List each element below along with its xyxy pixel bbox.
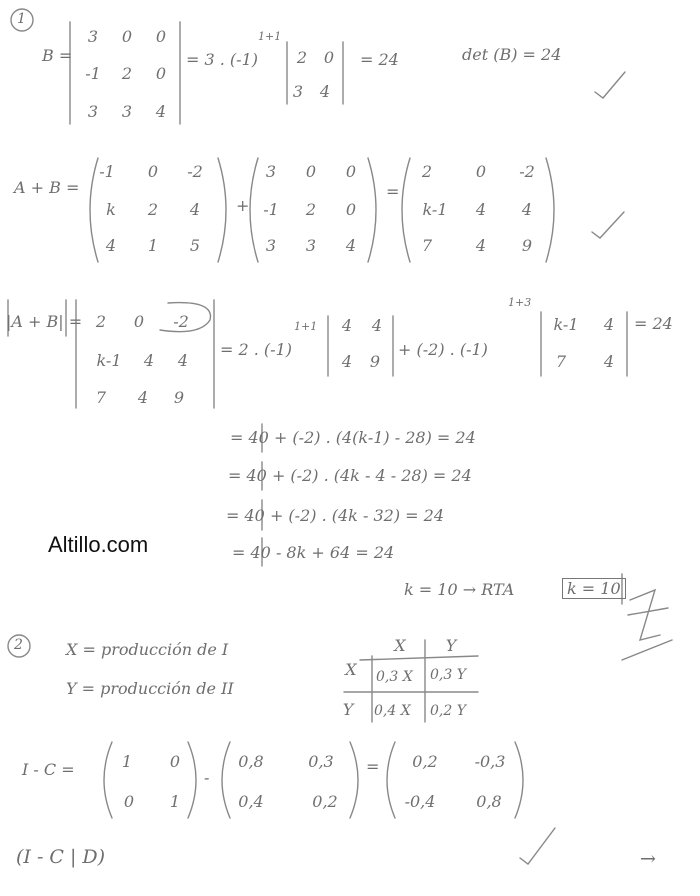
- matrix-cell: -2: [519, 162, 535, 181]
- table-header: X: [394, 636, 406, 655]
- ic-label: I - C =: [22, 760, 75, 779]
- table-row-label: Y: [342, 700, 354, 719]
- augmented-matrix-label: (I - C | D): [16, 846, 106, 868]
- matrix-cell: 3: [87, 27, 99, 46]
- matrix-cell: -0,3: [474, 752, 506, 771]
- step-line: = 40 + (-2) . (4(k-1) - 28) = 24: [230, 428, 476, 447]
- matrix-cell: 0: [323, 48, 335, 67]
- table-cell: 0,4 X: [374, 703, 411, 719]
- matrix-cell: 3: [265, 162, 277, 181]
- exponent-1: 1+1: [294, 320, 318, 333]
- minus-sign: -: [204, 768, 210, 787]
- matrix-cell: 9: [173, 388, 185, 407]
- arrow-icon: →: [640, 848, 656, 870]
- matrix-cell: k-1: [553, 315, 579, 334]
- matrix-cell: 0,4: [238, 792, 264, 811]
- b-exponent: 1+1: [258, 30, 282, 43]
- matrix-cell: 7: [555, 352, 567, 371]
- matrix-cell: 7: [421, 236, 433, 255]
- solution: k = 10 → RTA: [404, 580, 515, 599]
- matrix-cell: k: [106, 200, 116, 219]
- matrix-cell: 0: [345, 162, 357, 181]
- answer-box: k = 10: [562, 578, 626, 599]
- matrix-cell: 2: [421, 162, 433, 181]
- matrix-cell: 4: [371, 316, 383, 335]
- matrix-cell: 3: [292, 82, 304, 101]
- b-result: = 24: [360, 50, 399, 69]
- matrix-cell: 2: [95, 312, 107, 331]
- matrix-cell: 4: [475, 200, 487, 219]
- definition-y: Y = producción de II: [66, 679, 234, 698]
- matrix-cell: 1: [147, 236, 159, 255]
- table-cell: 0,3 X: [376, 669, 413, 685]
- matrix-cell: 4: [105, 236, 117, 255]
- matrix-cell: 4: [137, 388, 149, 407]
- matrix-cell: 0: [169, 752, 181, 771]
- matrix-cell: 0: [133, 312, 145, 331]
- matrix-cell: 0: [305, 162, 317, 181]
- matrix-cell: k-1: [96, 351, 122, 370]
- matrix-cell: 3: [305, 236, 317, 255]
- matrix-cell: 0,8: [238, 752, 264, 771]
- matrix-cell: 0: [121, 27, 133, 46]
- matrix-cell: 0,2: [312, 792, 338, 811]
- matrix-cell: 3: [265, 236, 277, 255]
- matrix-cell: 0,2: [412, 752, 438, 771]
- matrix-cell: 0: [155, 64, 167, 83]
- step-line: = 40 + (-2) . (4k - 32) = 24: [226, 506, 444, 525]
- matrix-cell: 5: [189, 236, 201, 255]
- b-expansion: = 3 . (-1): [186, 50, 258, 69]
- matrix-cell: 0,3: [308, 752, 334, 771]
- matrix-cell: 4: [177, 351, 189, 370]
- matrix-cell: 0,8: [476, 792, 502, 811]
- sum-label: A + B =: [14, 178, 80, 197]
- matrix-cell: 4: [189, 200, 201, 219]
- matrix-cell: 1: [121, 752, 133, 771]
- matrix-cell: 0: [475, 162, 487, 181]
- equals-sign: =: [386, 182, 400, 201]
- matrix-cell: 4: [475, 236, 487, 255]
- definition-x: X = producción de I: [66, 640, 229, 659]
- matrix-cell: 4: [603, 352, 615, 371]
- watermark: Altillo.com: [48, 532, 149, 557]
- matrix-cell: 0: [155, 27, 167, 46]
- table-header: Y: [445, 636, 457, 655]
- matrix-cell: 4: [345, 236, 357, 255]
- matrix-cell: 9: [369, 352, 381, 371]
- matrix-cell: 2: [147, 200, 159, 219]
- matrix-cell: 4: [603, 315, 615, 334]
- matrix-cell: -2: [173, 312, 189, 331]
- matrix-cell: 4: [143, 351, 155, 370]
- det-ab-label: |A + B| =: [6, 312, 83, 331]
- matrix-cell: k-1: [422, 200, 448, 219]
- matrix-cell: 2: [305, 200, 317, 219]
- matrix-cell: 4: [155, 102, 167, 121]
- matrix-cell: 7: [95, 388, 107, 407]
- matrix-cell: 0: [345, 200, 357, 219]
- problem-2-number: 2: [14, 637, 23, 653]
- matrix-cell: 4: [319, 82, 331, 101]
- matrix-cell: 3: [87, 102, 99, 121]
- matrix-cell: -1: [85, 64, 101, 83]
- matrix-cell: -0,4: [404, 792, 436, 811]
- matrix-cell: -2: [187, 162, 203, 181]
- matrix-cell: -1: [99, 162, 115, 181]
- problem-1-number: 1: [17, 11, 26, 27]
- expansion-result: = 24: [634, 314, 673, 333]
- expansion-1: = 2 . (-1): [220, 340, 292, 359]
- matrix-cell: 9: [521, 236, 533, 255]
- expansion-2: + (-2) . (-1): [398, 340, 488, 359]
- table-cell: 0,2 Y: [430, 703, 466, 719]
- matrix-cell: 0: [147, 162, 159, 181]
- exponent-2: 1+3: [508, 296, 532, 309]
- b-label: B =: [42, 46, 73, 65]
- matrix-cell: 4: [341, 352, 353, 371]
- step-line: = 40 + (-2) . (4k - 4 - 28) = 24: [228, 466, 472, 485]
- matrix-cell: -1: [263, 200, 279, 219]
- matrix-cell: 2: [121, 64, 133, 83]
- matrix-cell: 3: [121, 102, 133, 121]
- step-line: = 40 - 8k + 64 = 24: [232, 543, 395, 562]
- table-row-label: X: [345, 660, 357, 679]
- matrix-cell: 0: [123, 792, 135, 811]
- plus-sign: +: [236, 196, 250, 215]
- matrix-cell: 4: [341, 316, 353, 335]
- matrix-cell: 1: [169, 792, 181, 811]
- det-b: det (B) = 24: [462, 45, 562, 64]
- matrix-cell: 4: [521, 200, 533, 219]
- equals-sign-2: =: [366, 757, 380, 776]
- matrix-cell: 2: [296, 48, 308, 67]
- table-cell: 0,3 Y: [430, 667, 466, 683]
